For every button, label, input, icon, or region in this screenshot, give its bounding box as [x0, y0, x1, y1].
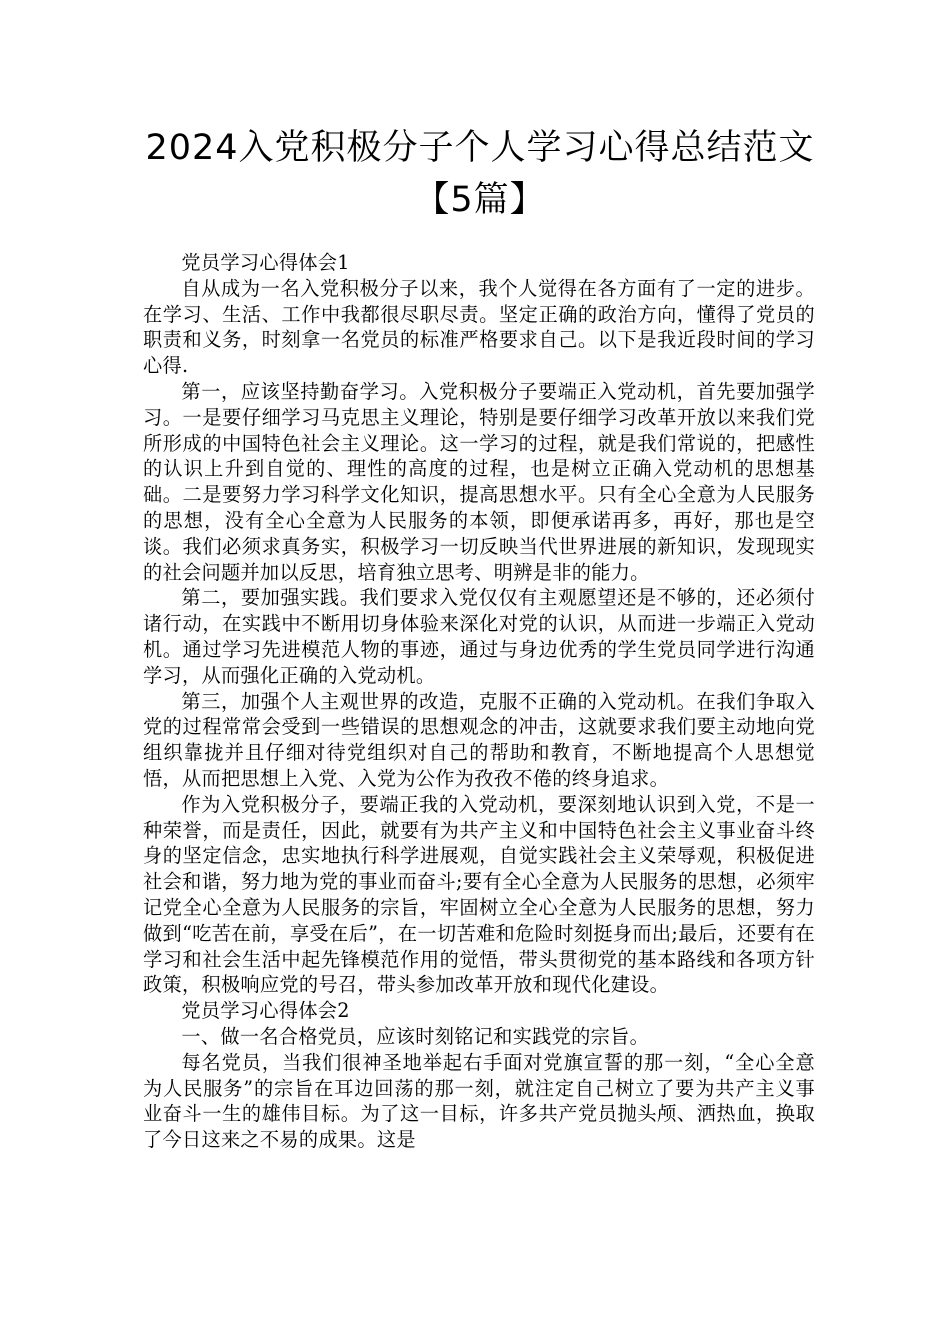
paragraph: 第一，应该坚持勤奋学习。入党积极分子要端正入党动机，首先要加强学习。一是要仔细学习马克思主义理论，特别是要仔细学习改革开放以来我们党所形成的中国特色社会主义理论。这一学习的过程，就是我们常说的，把感性的认识上升到自觉的、理性的高度的过程，也是树立正确入党动机的思想基础。二是要努力学习科学文化知识，提高思想水平。只有全心全意为人民服务的思想，没有全心全意为人民服务的本领，即便承诺再多，再好，那也是空谈。我们必须求真务实，积极学习一切反映当代世界进展的新知识，发现现实的社会问题并加以反思，培育独立思考、明辨是非的能力。 [143, 379, 815, 584]
paragraph: 作为入党积极分子，要端正我的入党动机，要深刻地认识到入党，不是一种荣誉，而是责任，因此，就要有为共产主义和中国特色社会主义事业奋斗终身的坚定信念，忠实地执行科学进展观，自觉实践社会主义荣辱观，积极促进社会和谐，努力地为党的事业而奋斗;要有全心全意为人民服务的思想，必须牢记党全心全意为人民服务的宗旨，牢固树立全心全意为人民服务的思想，努力做到“吃苦在前，享受在后”，在一切苦难和危险时刻挺身而出;最后，还要有在学习和社会生活中起先锋模范作用的觉悟，带头贯彻党的基本路线和各项方针政策，积极响应党的号召，带头参加改革开放和现代化建设。 [143, 792, 815, 997]
paragraph: 第三，加强个人主观世界的改造，克服不正确的入党动机。在我们争取入党的过程常常会受到一些错误的思想观念的冲击，这就要求我们要主动地向党组织靠拢并且仔细对待党组织对自己的帮助和教育，不断地提高个人思想觉悟，从而把思想上入党、入党为公作为孜孜不倦的终身追求。 [143, 689, 815, 790]
document-title: 2024入党积极分子个人学习心得总结范文【5篇】 [145, 128, 815, 220]
paragraph: 第二，要加强实践。我们要求入党仅仅有主观愿望还是不够的，还必须付诸行动，在实践中不断用切身体验来深化对党的认识，从而进一步端正入党动机。通过学习先进模范人物的事迹，通过与身边优秀的学生党员同学进行沟通学习，从而强化正确的入党动机。 [143, 586, 815, 687]
section-heading: 党员学习心得体会2 [181, 999, 350, 1023]
paragraph: 每名党员，当我们很神圣地举起右手面对党旗宣誓的那一刻，“全心全意为人民服务”的宗旨在耳边回荡的那一刻，就注定自己树立了要为共产主义事业奋斗一生的雄伟目标。为了这一目标，许多共产党员抛头颅、洒热血，换取了今日这来之不易的成果。这是 [143, 1050, 815, 1152]
document-body [143, 250, 815, 1153]
section-heading: 党员学习心得体会1 [181, 251, 350, 274]
paragraph: 一、做一名合格党员，应该时刻铭记和实践党的宗旨。 [181, 1024, 650, 1048]
paragraph: 自从成为一名入党积极分子以来，我个人觉得在各方面有了一定的进步。在学习、生活、工作中我都很尽职尽责。坚定正确的政治方向，懂得了党员的职责和义务，时刻拿一名党员的标准严格要求自己。以下是我近段时间的学习心得. [143, 276, 815, 378]
